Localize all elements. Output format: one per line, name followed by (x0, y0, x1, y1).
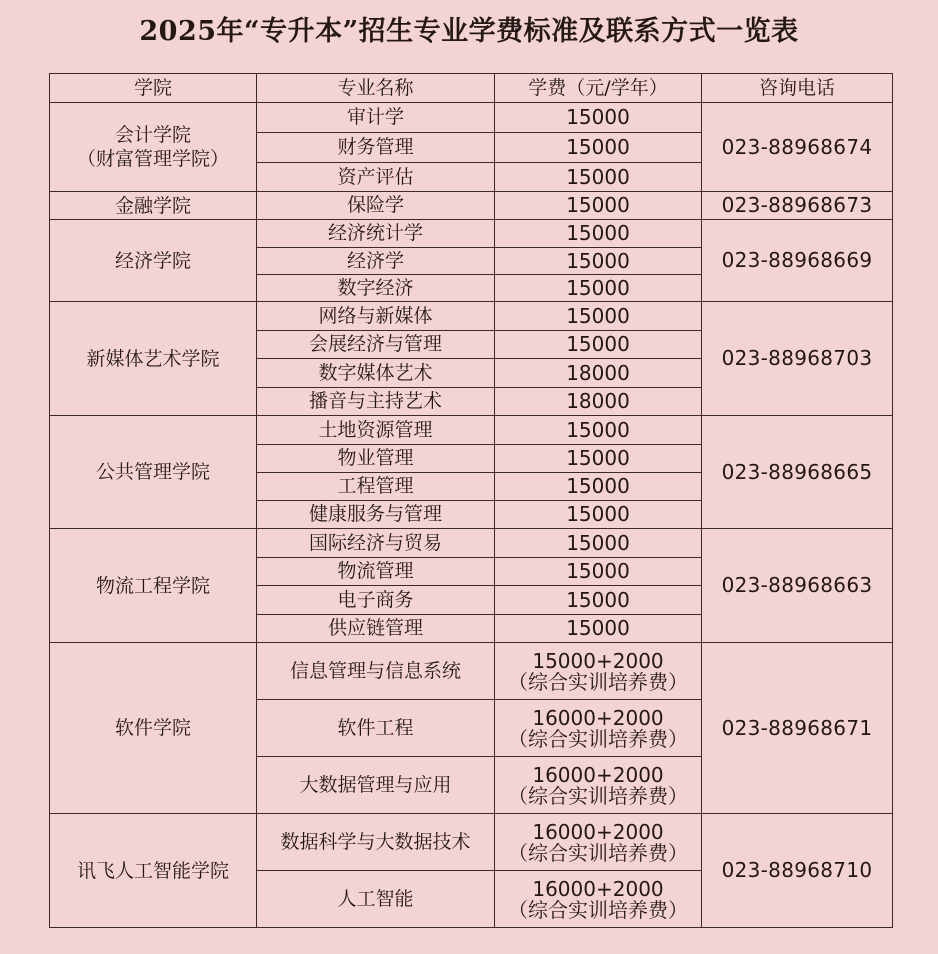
college-cell (50, 814, 257, 928)
table-row (50, 643, 893, 700)
major-name: 会展经济与管理 (257, 331, 495, 359)
fee-amount: 16000+2000 (532, 819, 664, 844)
phone-number: 023-88968669 (702, 220, 893, 302)
table-row (50, 302, 893, 331)
major-name: 审计学 (257, 103, 495, 133)
major-name: 软件工程 (257, 700, 495, 757)
phone-number: 023-88968710 (702, 814, 893, 928)
major-name: 网络与新媒体 (257, 302, 495, 331)
major-name: 经济统计学 (257, 220, 495, 248)
college-cell (50, 220, 257, 302)
major-name: 经济学 (257, 248, 495, 275)
major-name: 土地资源管理 (257, 416, 495, 445)
fee-cell: 15000 (495, 529, 702, 558)
fee-amount: 16000+2000 (532, 762, 664, 787)
table-body (50, 103, 893, 928)
phone-number: 023-88968703 (702, 302, 893, 416)
table-row (50, 814, 893, 871)
fee-cell (495, 757, 702, 814)
college-cell (50, 416, 257, 529)
fee-cell: 15000 (495, 103, 702, 133)
page-title: 2025年“专升本”招生专业学费标准及联系方式一览表 (139, 16, 799, 47)
phone-number: 023-88968665 (702, 416, 893, 529)
fee-cell: 15000 (495, 220, 702, 248)
fee-cell (495, 814, 702, 871)
college-name: 会计学院 (114, 124, 191, 146)
major-name: 保险学 (257, 192, 495, 220)
fee-note: （综合实训培养费） (508, 840, 688, 865)
major-name: 财务管理 (257, 133, 495, 163)
major-name: 人工智能 (257, 871, 495, 928)
fee-note: （综合实训培养费） (508, 897, 688, 922)
fee-cell: 15000 (495, 248, 702, 275)
college-name: 金融学院 (114, 194, 191, 217)
table-row (50, 416, 893, 445)
major-name: 物业管理 (257, 445, 495, 473)
major-name: 大数据管理与应用 (257, 757, 495, 814)
fee-amount: 15000+2000 (532, 648, 664, 673)
fee-cell: 15000 (495, 501, 702, 529)
fee-cell: 15000 (495, 615, 702, 643)
phone-number: 023-88968663 (702, 529, 893, 643)
fee-cell (495, 643, 702, 700)
fee-cell (495, 871, 702, 928)
fee-cell: 15000 (495, 445, 702, 473)
college-name: 软件学院 (114, 717, 191, 739)
college-name: 物流工程学院 (95, 574, 210, 597)
header-phone: 咨询电话 (702, 74, 893, 103)
college-name: 经济学院 (114, 249, 191, 272)
table-row (50, 192, 893, 220)
college-name: （财富管理学院） (76, 148, 229, 170)
major-name: 资产评估 (257, 163, 495, 192)
fee-cell (495, 700, 702, 757)
college-cell (50, 643, 257, 814)
fee-cell: 15000 (495, 331, 702, 359)
college-cell (50, 103, 257, 192)
fee-cell: 15000 (495, 558, 702, 586)
fee-cell: 15000 (495, 586, 702, 615)
college-cell (50, 192, 257, 220)
major-name: 数字经济 (257, 275, 495, 302)
phone-number: 023-88968671 (702, 643, 893, 814)
fee-note: （综合实训培养费） (508, 669, 688, 694)
fee-cell: 15000 (495, 133, 702, 163)
fee-note: （综合实训培养费） (508, 783, 688, 808)
table-row (50, 220, 893, 248)
college-name: 新媒体艺术学院 (86, 347, 220, 370)
major-name: 数据科学与大数据技术 (257, 814, 495, 871)
major-name: 供应链管理 (257, 615, 495, 643)
major-name: 工程管理 (257, 473, 495, 501)
fee-cell: 15000 (495, 163, 702, 192)
major-name: 播音与主持艺术 (257, 388, 495, 416)
fee-cell: 15000 (495, 473, 702, 501)
phone-number: 023-88968673 (702, 192, 893, 220)
college-name: 讯飞人工智能学院 (76, 859, 229, 882)
major-name: 数字媒体艺术 (257, 359, 495, 388)
table-row (50, 529, 893, 558)
header-college: 学院 (50, 74, 257, 103)
fee-amount: 16000+2000 (532, 705, 664, 730)
phone-number: 023-88968674 (702, 103, 893, 192)
header-row (50, 74, 893, 103)
fee-note: （综合实训培养费） (508, 726, 688, 751)
fee-cell: 15000 (495, 192, 702, 220)
major-name: 健康服务与管理 (257, 501, 495, 529)
header-fee: 学费（元/学年） (495, 74, 702, 103)
table-row (50, 103, 893, 133)
major-name: 物流管理 (257, 558, 495, 586)
college-name: 公共管理学院 (95, 461, 210, 483)
fee-table (49, 73, 893, 928)
major-name: 国际经济与贸易 (257, 529, 495, 558)
major-name: 信息管理与信息系统 (257, 643, 495, 700)
fee-cell: 15000 (495, 302, 702, 331)
header-major: 专业名称 (257, 74, 495, 103)
fee-cell: 18000 (495, 388, 702, 416)
fee-cell: 15000 (495, 275, 702, 302)
major-name: 电子商务 (257, 586, 495, 615)
college-cell (50, 302, 257, 416)
fee-cell: 18000 (495, 359, 702, 388)
college-cell (50, 529, 257, 643)
fee-cell: 15000 (495, 416, 702, 445)
fee-amount: 16000+2000 (532, 876, 664, 901)
